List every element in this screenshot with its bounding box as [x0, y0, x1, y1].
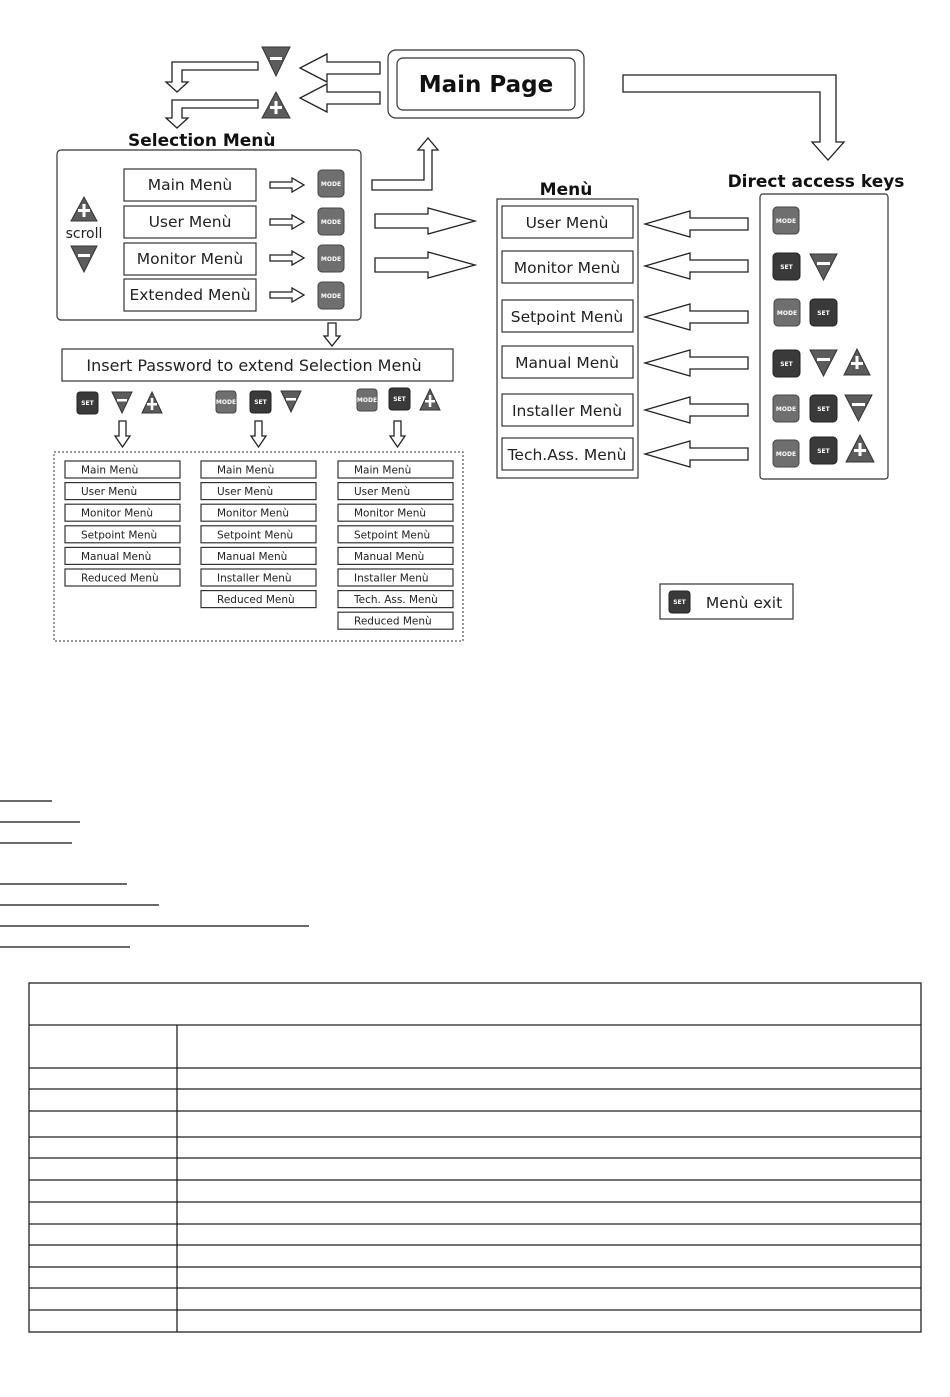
- svg-text:User Menù: User Menù: [81, 486, 138, 499]
- set-key-icon: [773, 253, 800, 280]
- combo-col-1: [77, 392, 162, 414]
- minus-triangle-icon: [262, 47, 290, 76]
- set-key-icon: [389, 388, 410, 410]
- svg-text:Main Menù: Main Menù: [147, 176, 233, 194]
- svg-text:User Menù: User Menù: [354, 486, 411, 499]
- combo-down-arrows: [115, 421, 405, 447]
- set-key-icon: [773, 350, 800, 377]
- arrow-selection-to-main: [372, 138, 438, 190]
- selection-small-arrows: [270, 178, 304, 302]
- extended-menu-item: [65, 569, 180, 586]
- svg-text:SET: SET: [254, 399, 267, 406]
- svg-text:Extended Menù: Extended Menù: [129, 286, 251, 304]
- svg-text:SET: SET: [81, 400, 94, 407]
- plus-triangle-icon: [844, 349, 870, 375]
- scroll-label: scroll: [65, 226, 103, 242]
- extended-menu-item: [338, 591, 453, 608]
- menu-feedback-arrows: [645, 211, 748, 467]
- svg-text:Setpoint Menù: Setpoint Menù: [354, 529, 431, 542]
- menu-item: [502, 438, 633, 470]
- plus-triangle-icon: [142, 392, 162, 413]
- menu-item: [502, 206, 633, 238]
- extended-menu-item: [201, 526, 316, 543]
- selection-menu-title: Selection Menù: [128, 131, 276, 151]
- svg-text:MODE: MODE: [775, 218, 797, 225]
- selection-item-monitor: [124, 243, 256, 275]
- extended-menu-item: [65, 483, 180, 500]
- scroll-plus-icon: [71, 197, 97, 221]
- extended-menu-item: [201, 461, 316, 478]
- combo-col-3: [357, 388, 440, 411]
- svg-text:MODE: MODE: [320, 256, 342, 263]
- extended-menu-item: [201, 547, 316, 564]
- svg-text:SET: SET: [817, 310, 830, 317]
- svg-text:MODE: MODE: [320, 293, 342, 300]
- svg-text:Main Menù: Main Menù: [217, 464, 275, 477]
- plus-triangle-icon: [262, 92, 290, 118]
- svg-text:MODE: MODE: [775, 406, 797, 413]
- selection-item-extended: [124, 279, 256, 311]
- svg-text:Monitor Menù: Monitor Menù: [217, 507, 290, 520]
- arrow-user-to-menu: [375, 208, 475, 234]
- arrow-main-to-minus: [300, 54, 380, 82]
- mode-key-icon: [774, 299, 800, 326]
- minus-triangle-icon: [810, 350, 837, 376]
- svg-text:Reduced Menù: Reduced Menù: [217, 594, 295, 607]
- mode-key-icon: [773, 207, 799, 234]
- svg-text:Setpoint Menù: Setpoint Menù: [510, 308, 624, 326]
- svg-text:SET: SET: [780, 361, 793, 368]
- svg-text:SET: SET: [817, 406, 830, 413]
- extended-menu-item: [338, 526, 453, 543]
- extended-menu-item: [201, 569, 316, 586]
- svg-text:Manual Menù: Manual Menù: [217, 550, 288, 563]
- extended-menu-columns: [65, 461, 453, 629]
- extended-menu-item: [338, 504, 453, 521]
- extended-menu-item: [65, 547, 180, 564]
- menu-item: [502, 300, 633, 332]
- extended-menu-item: [338, 569, 453, 586]
- plus-triangle-icon: [420, 389, 440, 410]
- elbow-arrow-plus-down: [166, 100, 258, 128]
- minus-triangle-icon: [810, 254, 837, 280]
- set-key-icon: [250, 391, 271, 413]
- menu-item: [502, 394, 633, 426]
- svg-text:User Menù: User Menù: [525, 214, 609, 232]
- svg-text:User Menù: User Menù: [217, 486, 274, 499]
- svg-text:SET: SET: [673, 599, 686, 606]
- password-prompt: [62, 349, 453, 381]
- mode-key-icon: [357, 389, 377, 411]
- direct-access-keys-frame: [760, 194, 888, 479]
- svg-text:Monitor Menù: Monitor Menù: [136, 250, 244, 268]
- arrow-monitor-to-menu: [375, 252, 475, 278]
- arrow-main-to-plus: [300, 84, 380, 112]
- set-key-icon: [810, 437, 837, 464]
- mode-key-icon: [318, 170, 344, 197]
- svg-text:SET: SET: [780, 264, 793, 271]
- svg-text:Monitor Menù: Monitor Menù: [81, 507, 154, 520]
- svg-text:Reduced Menù: Reduced Menù: [354, 615, 432, 628]
- mode-key-icon: [318, 208, 344, 235]
- mode-key-icon: [216, 391, 236, 413]
- direct-keys-row-3: [774, 299, 837, 326]
- svg-text:MODE: MODE: [215, 399, 237, 406]
- svg-text:Monitor Menù: Monitor Menù: [354, 507, 427, 520]
- svg-text:Monitor Menù: Monitor Menù: [513, 259, 621, 277]
- svg-text:Manual Menù: Manual Menù: [354, 550, 425, 563]
- extended-menu-item: [201, 591, 316, 608]
- svg-text:MODE: MODE: [356, 397, 378, 404]
- set-key-icon: [810, 299, 837, 326]
- elbow-arrow-minus-down: [166, 62, 258, 92]
- minus-triangle-icon: [845, 395, 872, 421]
- svg-text:MODE: MODE: [320, 219, 342, 226]
- empty-table: [29, 983, 921, 1332]
- extended-menu-item: [338, 461, 453, 478]
- underline-stubs: [0, 801, 309, 947]
- svg-text:SET: SET: [393, 396, 406, 403]
- combo-col-2: [216, 391, 301, 413]
- arrow-extended-to-password: [324, 323, 340, 346]
- set-key-icon: [77, 392, 98, 414]
- mode-key-icon: [318, 282, 344, 309]
- menu-exit-legend: [660, 584, 793, 619]
- direct-keys-row-5: [773, 395, 872, 422]
- direct-keys-row-4: [773, 349, 870, 377]
- svg-text:Manual Menù: Manual Menù: [81, 550, 152, 563]
- mode-key-icon: [773, 440, 799, 467]
- menu-title: Menù: [539, 180, 593, 200]
- svg-text:MODE: MODE: [775, 451, 797, 458]
- set-key-icon: [669, 591, 690, 613]
- direct-keys-row-2: [773, 253, 837, 280]
- set-key-icon: [810, 395, 837, 422]
- svg-text:MODE: MODE: [776, 310, 798, 317]
- plus-triangle-icon: [846, 435, 874, 462]
- extended-menu-item: [201, 483, 316, 500]
- main-page-node: [388, 50, 584, 118]
- mode-key-icon: [773, 395, 799, 422]
- svg-text:Main Menù: Main Menù: [81, 464, 139, 477]
- svg-text:Installer Menù: Installer Menù: [511, 402, 623, 420]
- svg-text:Menù exit: Menù exit: [705, 594, 783, 612]
- direct-keys-row-1: [773, 207, 799, 234]
- svg-text:Tech. Ass. Menù: Tech. Ass. Menù: [354, 594, 438, 607]
- extended-menu-item: [201, 504, 316, 521]
- extended-menu-item: [65, 461, 180, 478]
- svg-text:Installer Menù: Installer Menù: [354, 572, 429, 585]
- extended-menu-item: [338, 612, 453, 629]
- selection-item-user: [124, 206, 256, 238]
- extended-menu-item: [338, 483, 453, 500]
- menu-item: [502, 251, 633, 283]
- svg-text:SET: SET: [817, 448, 830, 455]
- menu-frame: [497, 199, 638, 478]
- svg-text:Insert Password to extend Sele: Insert Password to extend Selection Menù: [86, 356, 422, 375]
- svg-text:User Menù: User Menù: [148, 213, 232, 231]
- selection-item-main: [124, 169, 256, 201]
- minus-triangle-icon: [281, 391, 301, 412]
- menu-item: [502, 346, 633, 378]
- svg-text:Tech.Ass. Menù: Tech.Ass. Menù: [507, 446, 627, 464]
- direct-keys-row-6: [773, 435, 874, 467]
- scroll-minus-icon: [71, 246, 97, 272]
- svg-text:Reduced Menù: Reduced Menù: [81, 572, 159, 585]
- svg-text:Setpoint Menù: Setpoint Menù: [217, 529, 294, 542]
- extended-menu-item: [65, 504, 180, 521]
- svg-text:Setpoint Menù: Setpoint Menù: [81, 529, 158, 542]
- menu-items: [502, 206, 633, 470]
- svg-text:Main Menù: Main Menù: [354, 464, 412, 477]
- extended-menu-item: [65, 526, 180, 543]
- svg-text:MODE: MODE: [320, 181, 342, 188]
- direct-access-keys-title: Direct access keys: [727, 172, 905, 192]
- main-page-label: Main Page: [418, 72, 554, 98]
- mode-key-icon: [318, 245, 344, 272]
- arrow-main-to-direct-keys: [623, 75, 844, 160]
- minus-triangle-icon: [112, 392, 132, 413]
- svg-text:Installer Menù: Installer Menù: [217, 572, 292, 585]
- svg-text:Manual Menù: Manual Menù: [515, 354, 619, 372]
- extended-menu-item: [338, 547, 453, 564]
